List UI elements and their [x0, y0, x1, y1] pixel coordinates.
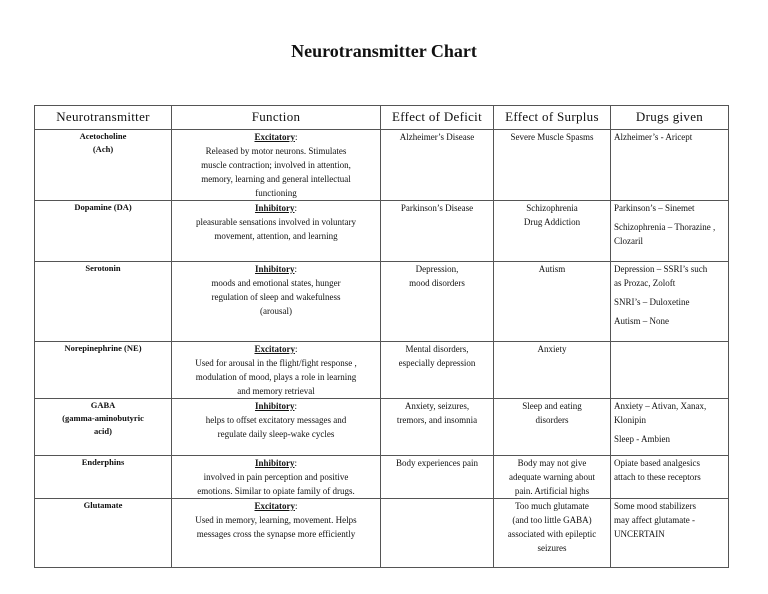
neurotransmitter-name: [35, 499, 172, 568]
deficit-text: Parkinson’s Disease: [400, 203, 474, 213]
drug-entry: Schizophrenia – Thorazine , Clozaril: [614, 222, 716, 246]
deficit-cell: [381, 201, 494, 262]
table-row: [35, 130, 729, 201]
drug-entry: Autism – None: [614, 316, 669, 326]
surplus-text: Autism: [538, 264, 566, 274]
neurotransmitter-name-text: Dopamine (DA): [74, 202, 132, 212]
neurotransmitter-name-text: Acetocholine (Ach): [79, 131, 127, 154]
table-row: [35, 456, 729, 499]
surplus-cell: [494, 130, 611, 201]
surplus-text: Anxiety: [537, 344, 567, 354]
table-row: [35, 342, 729, 399]
surplus-cell: [494, 499, 611, 568]
deficit-text: Body experiences pain: [396, 458, 478, 468]
deficit-text: Depression, mood disorders: [409, 264, 465, 288]
surplus-cell: [494, 201, 611, 262]
deficit-text: Anxiety, seizures, tremors, and insomnia: [396, 401, 478, 425]
table-row: [35, 262, 729, 342]
function-type: Excitatory: [254, 501, 295, 511]
function-description: moods and emotional states, hunger regulation of sleep and wakefulness (arousal): [211, 278, 341, 316]
deficit-cell: [381, 456, 494, 499]
function-cell: Excitatory: Used in memory, learning, movement. Helps messages cross the synapse more efficiently: [172, 499, 381, 568]
surplus-text: Severe Muscle Spasms: [510, 132, 594, 142]
drug-entry: Depression – SSRI’s such as Prozac, Zoloft: [614, 264, 708, 288]
function-description: pleasurable sensations involved in voluntary movement, attention, and learning: [196, 217, 356, 241]
deficit-cell: [381, 499, 494, 568]
neurotransmitter-name: [35, 456, 172, 499]
function-cell: Excitatory: Released by motor neurons. Stimulates muscle contraction; involved in attention, memory, learning and general intellectual functioning: [172, 130, 381, 201]
drugs-cell: [611, 262, 729, 342]
surplus-text: Sleep and eating disorders: [522, 401, 582, 425]
drug-entry: Sleep - Ambien: [614, 434, 670, 444]
header-row: [35, 106, 729, 130]
function-type: Excitatory: [254, 344, 295, 354]
function-type: Inhibitory: [254, 203, 295, 213]
neurotransmitter-table: [34, 105, 729, 568]
function-description: Released by motor neurons. Stimulates muscle contraction; involved in attention, memory, learning and general intellectual functioning: [201, 146, 351, 198]
deficit-cell: [381, 262, 494, 342]
function-cell: Inhibitory: pleasurable sensations involved in voluntary movement, attention, and learning: [172, 201, 381, 262]
drug-entry: Some mood stabilizers may affect glutamate - UNCERTAIN: [614, 501, 696, 539]
drug-entry: Alzheimer’s - Aricept: [614, 132, 693, 142]
function-type: Inhibitory: [254, 264, 295, 274]
header-neurotransmitter: Neurotransmitter: [35, 106, 172, 130]
function-description: helps to offset excitatory messages and regulate daily sleep-wake cycles: [205, 415, 347, 439]
deficit-cell: [381, 342, 494, 399]
surplus-cell: [494, 262, 611, 342]
neurotransmitter-name: [35, 342, 172, 399]
deficit-text: Mental disorders, especially depression: [398, 344, 476, 368]
drugs-cell: [611, 342, 729, 399]
function-cell: Excitatory: Used for arousal in the flight/fight response , modulation of mood, plays a role in learning and memory retrieval: [172, 342, 381, 399]
header-deficit: Effect of Deficit: [381, 106, 494, 130]
neurotransmitter-name: [35, 201, 172, 262]
drugs-cell: [611, 456, 729, 499]
deficit-cell: [381, 130, 494, 201]
function-description: involved in pain perception and positive emotions. Similar to opiate family of drugs.: [197, 472, 355, 496]
neurotransmitter-name-text: Glutamate: [83, 500, 123, 510]
neurotransmitter-name-text: Enderphins: [81, 457, 125, 467]
function-cell: Inhibitory: helps to offset excitatory messages and regulate daily sleep-wake cycles: [172, 399, 381, 456]
function-cell: Inhibitory: moods and emotional states, hunger regulation of sleep and wakefulness (arousal): [172, 262, 381, 342]
deficit-cell: [381, 399, 494, 456]
surplus-cell: [494, 399, 611, 456]
neurotransmitter-name: [35, 262, 172, 342]
table-row: [35, 399, 729, 456]
header-drugs: Drugs given: [611, 106, 729, 130]
drug-entry: Anxiety – Ativan, Xanax, Klonipin: [614, 401, 707, 425]
surplus-text: Body may not give adequate warning about pain. Artificial highs: [509, 458, 595, 496]
page-title: Neurotransmitter Chart: [291, 41, 477, 61]
drug-entry: Opiate based analgesics attach to these receptors: [614, 458, 701, 482]
neurotransmitter-name: [35, 130, 172, 201]
surplus-cell: [494, 342, 611, 399]
drugs-cell: [611, 499, 729, 568]
function-description: Used for arousal in the flight/fight response , modulation of mood, plays a role in learning and memory retrieval: [195, 358, 357, 396]
neurotransmitter-name-text: GABA (gamma-aminobutyric acid): [62, 400, 144, 436]
neurotransmitter-name-text: Norepinephrine (NE): [64, 343, 142, 353]
function-type: Excitatory: [254, 132, 295, 142]
deficit-text: Alzheimer’s Disease: [399, 132, 475, 142]
drugs-cell: [611, 130, 729, 201]
drugs-cell: [611, 201, 729, 262]
neurotransmitter-name-text: Serotonin: [85, 263, 121, 273]
drug-entry: Parkinson’s – Sinemet: [614, 203, 695, 213]
function-type: Inhibitory: [254, 401, 295, 411]
table-row: [35, 499, 729, 568]
surplus-text: Schizophrenia Drug Addiction: [523, 203, 581, 227]
surplus-cell: [494, 456, 611, 499]
header-surplus: Effect of Surplus: [494, 106, 611, 130]
drugs-cell: [611, 399, 729, 456]
neurotransmitter-name: [35, 399, 172, 456]
function-type: Inhibitory: [254, 458, 295, 468]
function-description: Used in memory, learning, movement. Helps messages cross the synapse more efficiently: [195, 515, 357, 539]
drug-entry: SNRI’s – Duloxetine: [614, 297, 690, 307]
header-function: Function: [172, 106, 381, 130]
surplus-text: Too much glutamate (and too little GABA) associated with epileptic seizures: [507, 501, 597, 553]
table-row: [35, 201, 729, 262]
function-cell: Inhibitory: involved in pain perception and positive emotions. Similar to opiate family of drugs.: [172, 456, 381, 499]
